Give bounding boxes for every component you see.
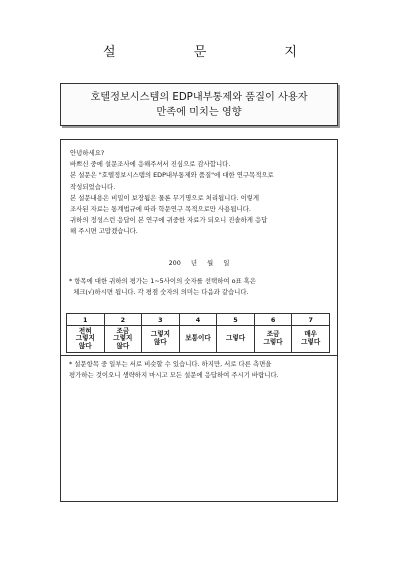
scale-label	[217, 326, 255, 353]
date-line: 200 년 월 일	[168, 259, 230, 267]
scale-number: 3	[142, 314, 180, 326]
intro-line: 본 설문은 "호텔정보시스템의 EDP내부통제와 품질"에 대한 연구목적으로	[70, 171, 274, 180]
page-title: 설 문 지	[103, 45, 334, 60]
scale-label-line: 그렇다	[225, 334, 246, 343]
intro-line: 조사된 자료는 통계법규에 따라 학문연구 목적으로만 사용됩니다.	[70, 205, 251, 214]
scale-label-line: 그렇지	[150, 330, 170, 339]
scale-label	[292, 326, 330, 353]
survey-title-box	[60, 83, 338, 126]
scale-label-line: 않다	[116, 341, 130, 350]
scale-number: 1	[67, 314, 105, 326]
rating-scale-table	[66, 313, 330, 353]
footer-line: * 설문항목 중 일부는 서로 비슷할 수 있습니다. 하지만, 서로 다른 측면을	[69, 360, 272, 368]
scale-label-line: 전혀	[78, 326, 92, 335]
scale-number: 2	[104, 314, 142, 326]
scale-label	[142, 326, 180, 353]
scale-label	[179, 326, 217, 353]
scale-label-line: 그렇다	[263, 338, 283, 346]
scale-label-line: 조금	[116, 326, 130, 335]
instruction-line: 체크(√)하시면 됩니다. 각 평점 숫자의 의미는 다음과 같습니다.	[69, 288, 249, 297]
footer-note	[69, 359, 331, 381]
intro-line: 해 주시면 고맙겠습니다.	[70, 227, 138, 236]
scale-label	[67, 326, 105, 353]
intro-line: 작성되었습니다.	[70, 182, 116, 191]
scale-number: 4	[179, 314, 217, 326]
instruction-line: * 항목에 대한 귀하의 평가는 1~5사이의 숫자를 선택하여 o표 혹은	[69, 277, 257, 285]
intro-line: 바쁘신 중에 설문조사에 응해주셔서 진심으로 감사합니다.	[70, 160, 231, 169]
scale-number: 6	[254, 314, 292, 326]
scale-label-line: 매우	[304, 330, 318, 339]
footer-line: 평가하는 것이오니 생략하지 마시고 모든 설문에 응답하여 주시기 바랍니다.	[69, 371, 279, 380]
survey-title-line2: 만족에 미치는 영향	[156, 107, 242, 118]
instruction-note	[69, 276, 331, 298]
scale-label-line: 않다	[154, 338, 167, 346]
scale-label	[254, 326, 292, 353]
scale-number: 5	[217, 314, 255, 326]
intro-line: 귀하의 정성스런 응답이 본 연구에 귀중한 자료가 되오니 진솔하게 응답	[70, 216, 268, 225]
scale-label-line: 그렇다	[301, 338, 321, 346]
scale-label-line: 그렇지	[75, 334, 95, 343]
scale-label	[104, 326, 142, 353]
scale-label-line: 조금	[266, 330, 280, 339]
section-divider	[61, 355, 337, 356]
survey-title-line1: 호텔정보시스템의 EDP내부통제와 품질이 사용자	[90, 92, 308, 103]
intro-paragraph	[70, 148, 331, 238]
scale-number: 7	[292, 314, 330, 326]
intro-line: 안녕하세요?	[70, 149, 105, 157]
survey-intro-box	[60, 139, 338, 502]
scale-label-line: 보통이다	[185, 334, 211, 343]
scale-label-line: 않다	[78, 341, 92, 350]
intro-line: 본 설문내용은 비밀이 보장됨은 물론 무기명으로 처리됩니다. 이렇게	[70, 193, 260, 202]
scale-label-line: 그렇지	[113, 334, 133, 343]
